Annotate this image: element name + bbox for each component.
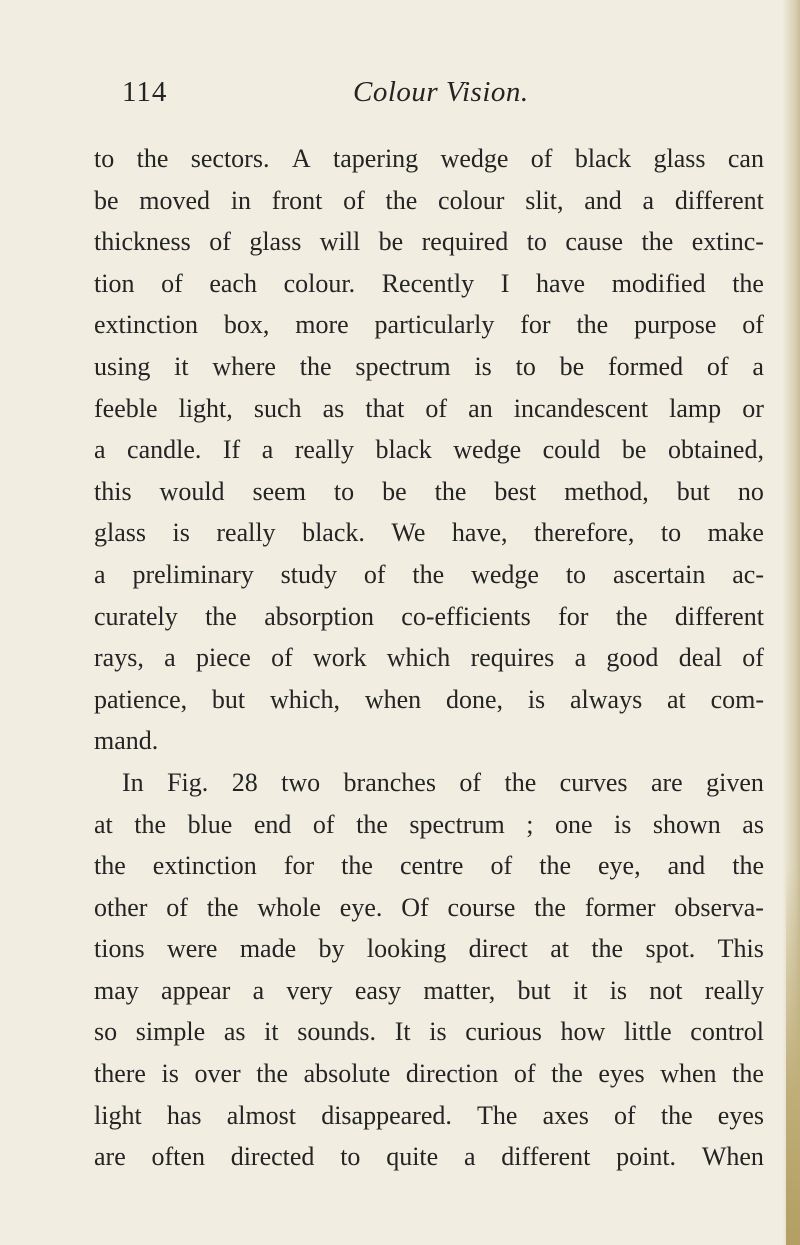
text-line: so simple as it sounds. It is curious how little control — [94, 1017, 764, 1047]
text-line: other of the whole eye. Of course the former observa- — [94, 892, 764, 922]
text-line: a preliminary study of the wedge to ascertain ac- — [94, 559, 764, 589]
text-line: the extinction for the centre of the eye, and the — [94, 851, 764, 881]
text-line: light has almost disappeared. The axes of the eyes — [94, 1100, 764, 1130]
page-edge-stain — [786, 865, 800, 1245]
text-line: may appear a very easy matter, but it is not really — [94, 975, 764, 1005]
text-line: rays, a piece of work which requires a good deal of — [94, 643, 764, 673]
text-line: to the sectors. A tapering wedge of black glass can — [94, 144, 764, 173]
text-line: using it where the spectrum is to be formed of a — [94, 351, 764, 381]
running-header — [122, 76, 682, 116]
body-text — [94, 138, 764, 1178]
text-line: tions were made by looking direct at the spot. This — [94, 934, 764, 964]
text-line: feeble light, such as that of an incandescent lamp or — [94, 393, 764, 423]
text-line: at the blue end of the spectrum ; one is shown as — [94, 809, 764, 839]
text-line: a candle. If a really black wedge could be obtained, — [94, 435, 764, 465]
text-line: this would seem to be the best method, but no — [94, 476, 764, 506]
text-line: curately the absorption co-efficients for the different — [94, 601, 764, 631]
text-line: extinction box, more particularly for the purpose of — [94, 310, 764, 340]
text-line: thickness of glass will be required to cause the extinc- — [94, 227, 764, 257]
text-line: tion of each colour. Recently I have modified the — [94, 268, 764, 298]
running-title: Colour Vision. — [353, 76, 529, 108]
text-line: In Fig. 28 two branches of the curves are given — [122, 767, 764, 797]
text-line: are often directed to quite a different point. When — [94, 1142, 764, 1172]
text-line: be moved in front of the colour slit, and a different — [94, 185, 764, 215]
text-line: patience, but which, when done, is always at com- — [94, 684, 764, 714]
text-line: there is over the absolute direction of the eyes when the — [94, 1059, 764, 1089]
text-line: mand. — [94, 726, 159, 756]
text-line: glass is really black. We have, therefore, to make — [94, 518, 764, 548]
page-number: 114 — [122, 76, 168, 108]
